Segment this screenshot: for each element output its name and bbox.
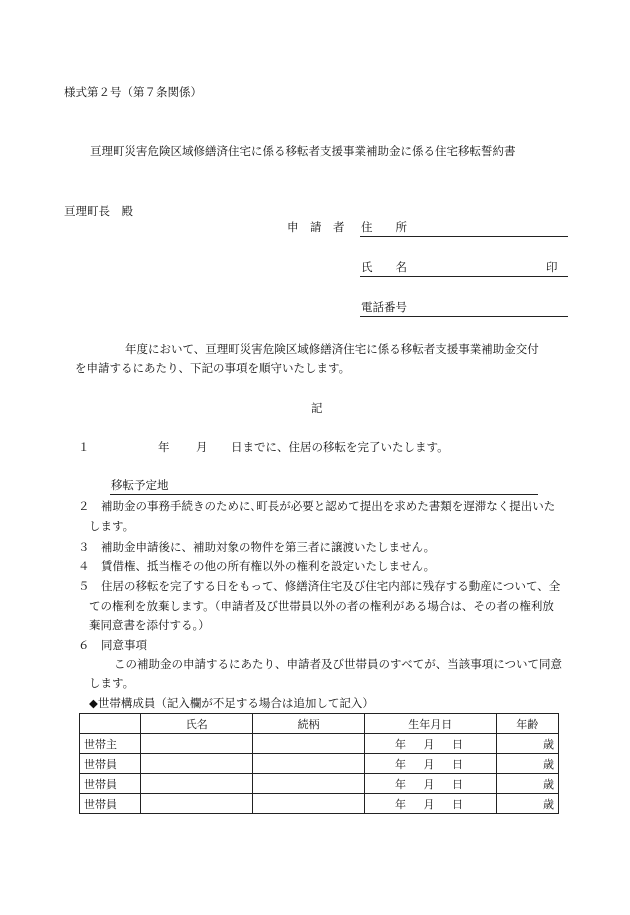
header-relationship: 続柄 bbox=[253, 714, 365, 734]
applicant-label: 申 請 者 bbox=[287, 220, 345, 234]
seal-mark: 印 bbox=[546, 260, 558, 274]
month-unit: 月 bbox=[423, 777, 435, 791]
table-row bbox=[80, 774, 559, 794]
age-unit: 歳 bbox=[543, 777, 554, 791]
relation-cell: 世帯員 bbox=[80, 754, 141, 774]
item3: ３ 補助金申請後に、補助対象の物件を第三者に譲渡いたしません。 bbox=[78, 540, 436, 554]
name-cell[interactable] bbox=[141, 754, 253, 774]
document-title: 亘理町災害危険区域修繕済住宅に係る移転者支援事業補助金に係る住宅移転誓約書 bbox=[90, 144, 516, 158]
item1-year-label: 年 bbox=[158, 440, 170, 454]
year-unit: 年 bbox=[394, 757, 406, 771]
destination-field-line[interactable] bbox=[110, 494, 538, 495]
relationship-cell[interactable] bbox=[253, 774, 365, 794]
item6-heading: ６ 同意事項 bbox=[78, 638, 147, 652]
day-unit: 日 bbox=[451, 737, 463, 751]
year-unit: 年 bbox=[394, 797, 406, 811]
year-unit: 年 bbox=[394, 777, 406, 791]
header-blank bbox=[80, 714, 141, 734]
relationship-cell[interactable] bbox=[253, 794, 365, 814]
household-members-table bbox=[79, 713, 559, 814]
name-cell[interactable] bbox=[141, 774, 253, 794]
members-caption: ◆世帯構成員（記入欄が不足する場合は追加して記入） bbox=[89, 696, 374, 710]
age-cell[interactable] bbox=[496, 734, 559, 754]
item5-line-3: 棄同意書を添付する。） bbox=[89, 618, 210, 632]
address-field-line[interactable] bbox=[360, 236, 568, 237]
intro-line-2: を申請するにあたり、下記の事項を順守いたします。 bbox=[75, 361, 351, 375]
age-cell[interactable] bbox=[496, 774, 559, 794]
name-field-line[interactable] bbox=[360, 276, 568, 277]
name-label: 氏 名 bbox=[361, 260, 407, 274]
birthdate-cell[interactable] bbox=[364, 734, 496, 754]
item1-number: １ bbox=[78, 440, 90, 454]
relation-cell: 世帯員 bbox=[80, 794, 141, 814]
phone-label: 電話番号 bbox=[361, 300, 407, 314]
age-cell[interactable] bbox=[496, 754, 559, 774]
ki-heading: 記 bbox=[311, 401, 323, 415]
item1-text: 日までに、住居の移転を完了いたします。 bbox=[231, 440, 449, 454]
header-age: 年齢 bbox=[496, 714, 559, 734]
item5-line-1: ５ 住居の移転を完了する日をもって、修繕済住宅及び住宅内部に残存する動産について、全 bbox=[78, 579, 561, 593]
table-row bbox=[80, 734, 559, 754]
item6-line-2: します。 bbox=[89, 676, 135, 690]
relationship-cell[interactable] bbox=[253, 754, 365, 774]
intro-line-1: 年度において、亘理町災害危険区域修繕済住宅に係る移転者支援事業補助金交付 bbox=[125, 342, 539, 356]
birthdate-cell[interactable] bbox=[364, 774, 496, 794]
birthdate-cell[interactable] bbox=[364, 754, 496, 774]
table-header-row bbox=[80, 714, 559, 734]
birthdate-cell[interactable] bbox=[364, 794, 496, 814]
destination-label: 移転予定地 bbox=[111, 478, 169, 492]
age-cell[interactable] bbox=[496, 794, 559, 814]
item2-line-1: ２ 補助金の事務手続きのために､町長が必要と認めて提出を求めた書類を遅滞なく提出いた bbox=[78, 499, 556, 513]
item1-month-label: 月 bbox=[196, 440, 208, 454]
day-unit: 日 bbox=[451, 757, 463, 771]
relationship-cell[interactable] bbox=[253, 734, 365, 754]
name-cell[interactable] bbox=[141, 734, 253, 754]
day-unit: 日 bbox=[451, 777, 463, 791]
form-number: 様式第２号（第７条関係） bbox=[64, 85, 202, 99]
table-row bbox=[80, 794, 559, 814]
item2-line-2: します。 bbox=[89, 519, 135, 533]
month-unit: 月 bbox=[423, 737, 435, 751]
age-unit: 歳 bbox=[543, 797, 554, 811]
addressee: 亘理町長 殿 bbox=[64, 204, 133, 218]
item6-line-1: この補助金の申請するにあたり、申請者及び世帯員のすべてが、当該事項について同意 bbox=[114, 657, 563, 671]
item4: ４ 賃借権、抵当権その他の所有権以外の権利を設定いたしません。 bbox=[78, 559, 436, 573]
phone-field-line[interactable] bbox=[360, 316, 568, 317]
table-row bbox=[80, 754, 559, 774]
relation-cell: 世帯員 bbox=[80, 774, 141, 794]
address-label: 住 所 bbox=[361, 220, 407, 234]
age-unit: 歳 bbox=[543, 757, 554, 771]
age-unit: 歳 bbox=[543, 737, 554, 751]
year-unit: 年 bbox=[394, 737, 406, 751]
item5-line-2: ての権利を放棄します。（申請者及び世帯員以外の者の権利がある場合は、その者の権利放 bbox=[89, 599, 554, 613]
month-unit: 月 bbox=[423, 757, 435, 771]
header-name: 氏名 bbox=[141, 714, 253, 734]
day-unit: 日 bbox=[451, 797, 463, 811]
name-cell[interactable] bbox=[141, 794, 253, 814]
relation-cell: 世帯主 bbox=[80, 734, 141, 754]
header-birthdate: 生年月日 bbox=[364, 714, 496, 734]
month-unit: 月 bbox=[423, 797, 435, 811]
